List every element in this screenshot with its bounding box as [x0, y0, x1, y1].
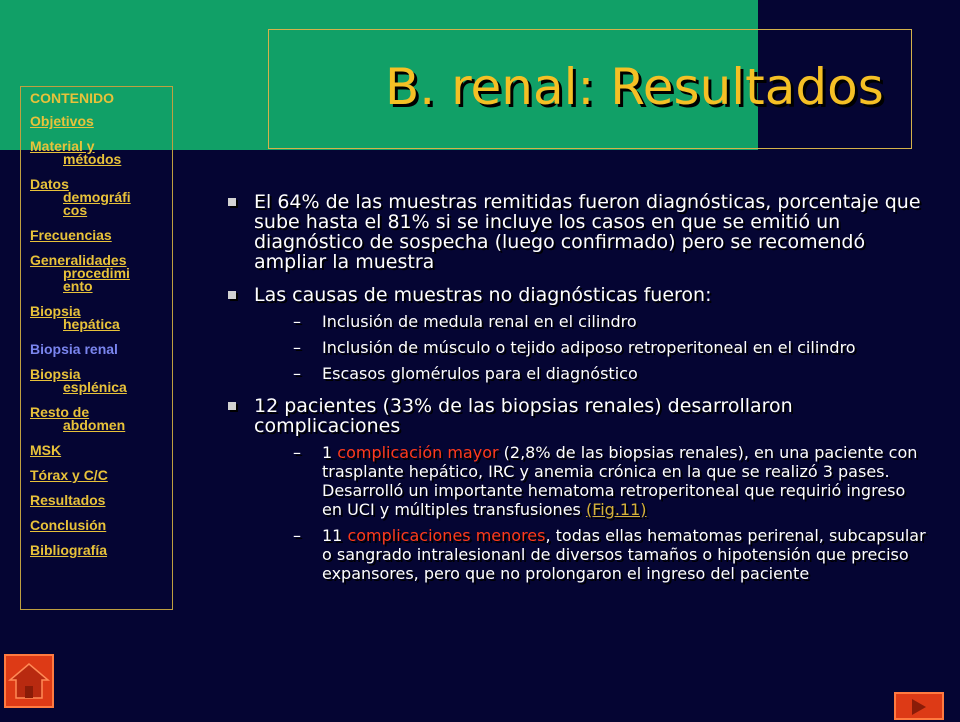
home-button[interactable] — [4, 654, 54, 708]
sub-list-item: – Escasos glomérulos para el diagnóstico — [293, 364, 638, 383]
table-of-contents — [20, 86, 173, 610]
toc-link-biopsia-esplenica[interactable]: Biopsia esplénica — [30, 366, 127, 395]
sub-list-item: – 11 complicaciones menores, todas ellas hematomas perirenal, subcapsular o sangrado intralesionanl de diversos tamaños o hipotensión que preciso expansores, pero que no prolongaron el ingreso del paciente — [293, 526, 926, 583]
toc-link-material-metodos[interactable]: Material y métodos — [30, 138, 122, 167]
toc-link-bibliografia[interactable]: Bibliografía — [30, 542, 108, 558]
major-complication-highlight: complicación mayor — [337, 443, 499, 462]
toc-link-resultados[interactable]: Resultados — [30, 492, 106, 508]
figure-11-link[interactable]: (Fig.11) — [585, 500, 647, 519]
toc-link-generalidades[interactable]: Generalidades procedimi ento — [30, 252, 130, 294]
toc-link-torax[interactable]: Tórax y C/C — [30, 467, 108, 483]
toc-link-conclusion[interactable]: Conclusión — [30, 517, 107, 533]
list-item: 12 pacientes (33% de las biopsias renales) desarrollaron complicaciones – 1 complicación mayor (2,8% de las biopsias renales), en una paciente con trasplante hepático, IRC y anemia crónica en la que se realizó 3 pases. Desarrolló un importante hematoma retroperitoneal que requirió ingreso en UCI y múltiples transfusiones (Fig.11) – 11 complicaciones menores, todas ellas hematomas perirenal, subcapsular o sangrado intralesionanl de diversos tamaños o hipotensión que preciso expansores, pero que no prolongaron el ingreso del paciente — [228, 396, 928, 583]
toc-link-frecuencias[interactable]: Frecuencias — [30, 227, 112, 243]
toc-link-biopsia-hepatica[interactable]: Biopsia hepática — [30, 303, 120, 332]
sub-list-item: – 1 complicación mayor (2,8% de las biopsias renales), en una paciente con trasplante hepático, IRC y anemia crónica en la que se realizó 3 pases. Desarrolló un importante hematoma retroperitoneal que requirió ingreso en UCI y múltiples transfusiones (Fig.11) — [293, 443, 918, 519]
toc-current-biopsia-renal: Biopsia renal — [30, 341, 118, 357]
minor-complications-highlight: complicaciones menores — [347, 526, 546, 545]
sub-list-item: – Inclusión de músculo o tejido adiposo retroperitoneal en el cilindro — [293, 338, 856, 357]
sub-list-item: – Inclusión de medula renal en el cilindro — [293, 312, 637, 331]
bullet-icon — [228, 291, 236, 299]
bullet-icon — [228, 402, 236, 410]
results-content — [228, 192, 928, 596]
bullet-icon — [228, 198, 236, 206]
home-icon — [6, 656, 52, 706]
toc-link-objetivos[interactable]: Objetivos — [30, 113, 94, 129]
toc-link-msk[interactable]: MSK — [30, 442, 62, 458]
toc-heading: CONTENIDO — [30, 90, 114, 106]
list-item: El 64% de las muestras remitidas fueron diagnósticas, porcentaje que sube hasta el 81% si se incluye los casos en que se emitió un diagnóstico de sospecha (luego confirmado) pero se recomendó ampliar la muestra — [228, 192, 928, 272]
next-slide-button[interactable] — [894, 692, 944, 720]
toc-link-resto-abdomen[interactable]: Resto de abdomen — [30, 404, 126, 433]
list-item: Las causas de muestras no diagnósticas fueron: – Inclusión de medula renal en el cilindro – Inclusión de músculo o tejido adiposo retroperitoneal en el cilindro – Escasos glomérulos para el diagnóstico — [228, 285, 928, 383]
slide-title: B. renal: Resultados — [385, 58, 884, 116]
toc-link-datos-demograficos[interactable]: Datos demográfi cos — [30, 176, 131, 218]
arrow-right-icon — [896, 694, 942, 718]
